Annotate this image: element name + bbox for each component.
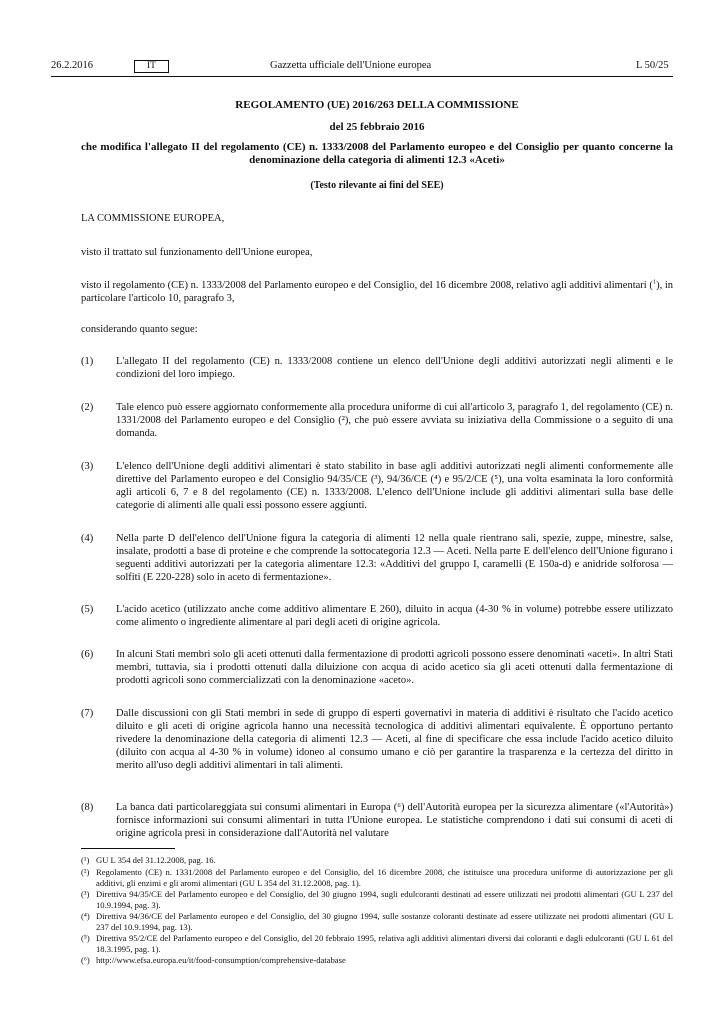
recital-number: (4) bbox=[81, 533, 94, 544]
header-divider bbox=[51, 76, 673, 77]
recital-number: (2) bbox=[81, 402, 94, 413]
page-number: L 50/25 bbox=[636, 60, 669, 71]
footnote-divider bbox=[81, 848, 175, 849]
language-code-box: IT bbox=[134, 60, 169, 73]
journal-title: Gazzetta ufficiale dell'Unione europea bbox=[270, 60, 432, 71]
recital-text: Nella parte D dell'elenco dell'Unione figura la categoria di alimenti 12 nella quale rientrano sali, spezie, zuppe, minestre, salse, insalate, prodotti a base di proteine e che comprende la sottocategoria 12.3 — Aceti. Nella parte E dell'elenco dell'Unione figurano i seguenti additivi autorizzati per la categoria alimentare 12.3: «Additivi del gruppo I, caramelli (E 150a-d) e anidride solforosa — solfiti (E 220-228) solo in aceto di fermentazione». bbox=[116, 533, 673, 583]
footnote-number: (³) bbox=[81, 889, 90, 899]
footnote-number: (²) bbox=[81, 867, 90, 877]
recital-number: (7) bbox=[81, 708, 94, 719]
whereas-intro: considerando quanto segue: bbox=[81, 324, 198, 335]
footnote-text: Direttiva 95/2/CE del Parlamento europeo e del Consiglio, del 20 febbraio 1995, relativa agli additivi alimentari diversi dai coloranti e dagli edulcoranti (GU L 61 del 18.3.1995, pag. 1). bbox=[96, 933, 673, 954]
header-date: 26.2.2016 bbox=[51, 60, 93, 71]
eea-relevance: (Testo rilevante ai fini del SEE) bbox=[310, 180, 444, 191]
footnote-text: Regolamento (CE) n. 1331/2008 del Parlamento europeo e del Consiglio, del 16 dicembre 2008, che istituisce una procedura uniforme di autorizzazione per gli additivi, gli enzimi e gli aromi alimentari (GU L 354 del 31.12.2008, pag. 1). bbox=[96, 867, 673, 888]
citation-treaty: visto il trattato sul funzionamento dell'Unione europea, bbox=[81, 247, 313, 258]
footnote-text[interactable]: http://www.efsa.europa.eu/it/food-consumption/comprehensive-database bbox=[96, 955, 346, 965]
footnote-text: GU L 354 del 31.12.2008, pag. 16. bbox=[96, 855, 216, 865]
citation-regulation bbox=[81, 279, 673, 305]
regulation-subject: che modifica l'allegato II del regolamento (CE) n. 1333/2008 del Parlamento europeo e del Consiglio per quanto concerne la denominazione della categoria di alimenti 12.3 «Aceti» bbox=[81, 141, 673, 166]
recital-number: (3) bbox=[81, 461, 94, 472]
footnote-number: (⁵) bbox=[81, 933, 90, 943]
recital-number: (1) bbox=[81, 356, 94, 367]
footnote-number: (¹) bbox=[81, 855, 90, 865]
recital-number: (5) bbox=[81, 604, 94, 615]
footnote-number: (⁴) bbox=[81, 911, 90, 921]
recital-text: Dalle discussioni con gli Stati membri in sede di gruppo di esperti governativi in materia di additivi è risultato che l'acido acetico diluito e gli aceti di origine agricola hanno una necessità tecnologica di additivi alimentari equivalente. È opportuno pertanto rivedere la denominazione della categoria di alimenti 12.3 — Aceti, al fine di specificare che essa include l'acido acetico diluito (diluito con acqua al 4-30 % in volume) idoneo al consumo umano e ciò per garantire la trasparenza e la certezza del diritto in merito all'uso degli additivi alimentari in tali alimenti. bbox=[116, 708, 673, 771]
recital-text: L'acido acetico (utilizzato anche come additivo alimentare E 260), diluito in acqua (4-30 % in volume) potrebbe essere utilizzato come alimento o ingrediente alimentare al pari degli aceti di origine agricola. bbox=[116, 604, 673, 628]
footnote-ref: 1 bbox=[652, 278, 657, 286]
institution-line: LA COMMISSIONE EUROPEA, bbox=[81, 213, 225, 224]
recital-text: In alcuni Stati membri solo gli aceti ottenuti dalla fermentazione di prodotti agricoli possono essere denominati «aceti». In altri Stati membri, tuttavia, sia i prodotti ottenuti dalla diluizione con acqua di acido acetico sia gli aceti ottenuti dalla fermentazione di prodotti agricoli sono commercializzati con la denominazione «aceto». bbox=[116, 649, 673, 686]
recital-text: La banca dati particolareggiata sui consumi alimentari in Europa (⁶) dell'Autorità europea per la sicurezza alimentare («l'Autorità») fornisce informazioni sui consumi alimentari in tutta l'Unione europea. Le statistiche comprendono i dati sui consumi di aceti di origine agricola presi in considerazione dall'Autorità nel valutare bbox=[116, 802, 673, 839]
recital-text: L'elenco dell'Unione degli additivi alimentari è stato stabilito in base agli additivi autorizzati negli alimenti conformemente alle direttive del Parlamento europeo e del Consiglio 94/35/CE (³), 94/36/CE (⁴) e 95/2/CE (⁵), una volta esaminata la loro conformità agli articoli 6, 7 e 8 del regolamento (CE) n. 1333/2008. L'elenco dell'Unione include gli additivi alimentari sulla base delle categorie di alimenti alle quali essi possono essere aggiunti. bbox=[116, 461, 673, 511]
recital-number: (8) bbox=[81, 802, 94, 813]
regulation-title: REGOLAMENTO (UE) 2016/263 DELLA COMMISSIONE bbox=[235, 99, 519, 111]
footnote-text: Direttiva 94/36/CE del Parlamento europeo e del Consiglio, del 30 giugno 1994, sulle sostanze coloranti destinate ad essere utilizzate nei prodotti alimentari (GU L 237 del 10.9.1994, pag. 13). bbox=[96, 911, 673, 932]
regulation-date: del 25 febbraio 2016 bbox=[329, 121, 425, 133]
recital-text: Tale elenco può essere aggiornato conformemente alla procedura uniforme di cui all'articolo 3, paragrafo 1, del regolamento (CE) n. 1331/2008 del Parlamento europeo e del Consiglio (²), che può essere avviata su iniziativa della Commissione o a seguito di una domanda. bbox=[116, 402, 673, 439]
footnote-text: Direttiva 94/35/CE del Parlamento europeo e del Consiglio, del 30 giugno 1994, sugli edulcoranti destinati ad essere utilizzati nei prodotti alimentari (GU L 237 del 10.9.1994, pag. 3). bbox=[96, 889, 673, 910]
recital-number: (6) bbox=[81, 649, 94, 660]
citation-regulation-text-a: visto il regolamento (CE) n. 1333/2008 del Parlamento europeo e del Consiglio, del 16 dicembre 2008, relativo agli additivi alimentari ( bbox=[81, 280, 653, 291]
footnote-number: (⁶) bbox=[81, 955, 90, 965]
recital-text: L'allegato II del regolamento (CE) n. 1333/2008 contiene un elenco dell'Unione degli additivi autorizzati negli alimenti e le condizioni del loro impiego. bbox=[116, 356, 673, 380]
citation-regulation-text-b: ), in particolare l'articolo 10, paragrafo 3, bbox=[81, 280, 673, 304]
